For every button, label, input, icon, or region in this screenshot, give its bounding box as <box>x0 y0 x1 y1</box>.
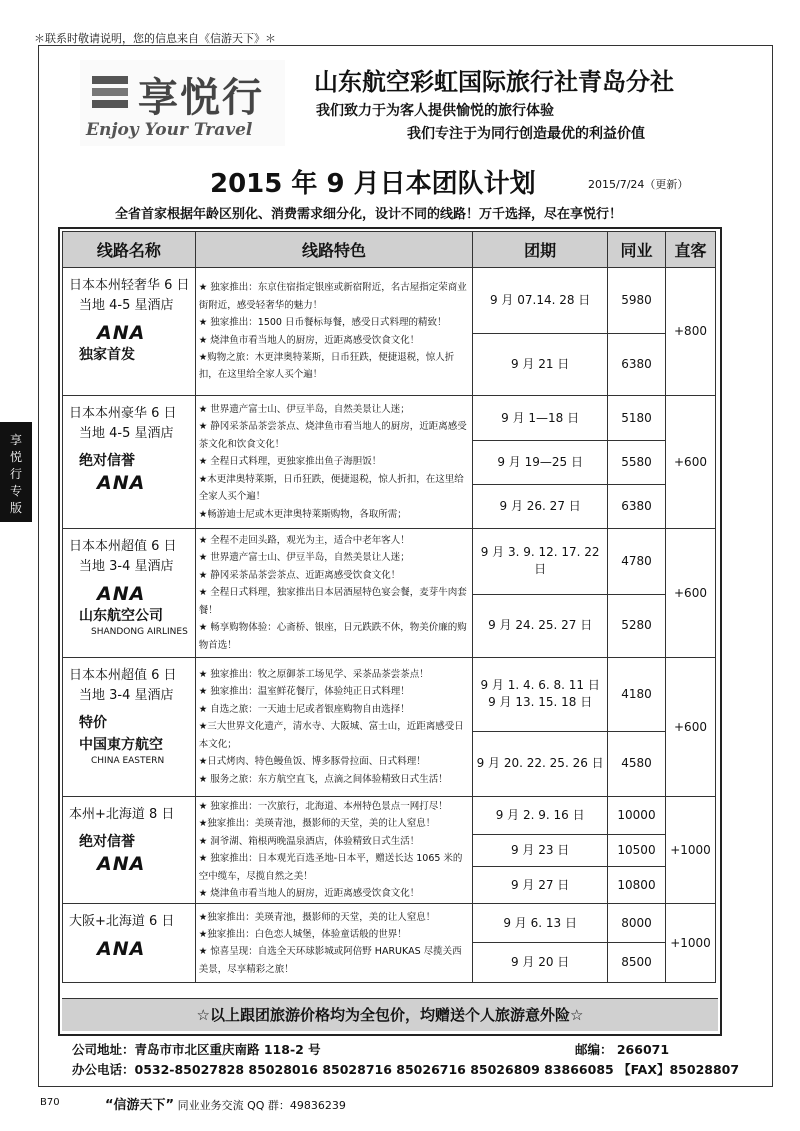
airline-badge: 绝对信誉 <box>79 453 135 469</box>
direct-surcharge: +600 <box>665 529 715 658</box>
route-features <box>195 797 473 904</box>
table-row <box>63 904 716 942</box>
direct-surcharge: +1000 <box>665 904 715 983</box>
departure-period <box>473 268 608 334</box>
intro-text: 全省首家根据年龄区别化、消费需求细分化，设计不同的线路！万千选择，尽在享悦行！ <box>115 207 623 222</box>
header-period: 团期 <box>473 232 608 268</box>
feature-line: ★ 独家推出：一次旅行，北海道、本州特色景点一网打尽！ <box>198 801 448 812</box>
feature-line: ★独家推出：美瑛青池，摄影师的天堂，美的让人窒息！ <box>198 911 436 923</box>
peer-price: 5280 <box>608 594 666 658</box>
airline-badges <box>69 938 191 960</box>
route-title: 本州+北海道 8 日 <box>69 807 175 822</box>
airline-badges <box>69 831 191 875</box>
route-name-cell <box>63 268 196 396</box>
peer-price: 10000 <box>608 797 666 835</box>
period-text: 9 月 20. 22. 25. 26 日 <box>476 756 604 771</box>
header-direct: 直客 <box>665 232 715 268</box>
period-text: 9 月 1. 4. 6. 8. 11 日 <box>480 678 600 693</box>
peer-price: 4180 <box>608 658 666 732</box>
route-name-cell <box>63 529 196 658</box>
header-route: 线路名称 <box>63 232 196 268</box>
route-title: 日本本州超值 6 日 <box>69 539 177 554</box>
logo-subtext: Enjoy Your Travel <box>86 120 253 140</box>
departure-period <box>473 529 608 595</box>
feature-line: ★ 独家推出：东京住宿指定银座或新宿附近，名古屋指定荣商业街附近，感受轻奢华的魅力！ <box>198 282 467 311</box>
feature-line: ★木更津奥特莱斯，日币狂跌，便捷退税，惊人折扣，在这里给全家人买个遍！ <box>198 473 464 503</box>
peer-price: 10800 <box>608 866 666 904</box>
direct-surcharge: +600 <box>665 396 715 529</box>
header-peer: 同业 <box>608 232 666 268</box>
airline-badge: ANA <box>97 472 146 494</box>
feature-line: ★ 畅享购物体验：心斋桥、银座，日元跌跌不休，物美价廉的购物首选！ <box>198 622 467 651</box>
route-name <box>69 537 191 638</box>
footer-note: ☆以上跟团旅游价格均为全包价，均赠送个人旅游意外险☆ <box>62 998 718 1031</box>
logo-text: 享悦行 <box>138 74 264 121</box>
route-features <box>195 529 473 658</box>
departure-period <box>473 658 608 732</box>
route-features <box>195 904 473 983</box>
peer-price: 10500 <box>608 834 666 866</box>
side-tab-char: 专 <box>9 484 22 498</box>
period-text: 9 月 27 日 <box>510 877 570 892</box>
airline-badge: ANA <box>97 938 146 961</box>
period-text: 9 月 2. 9. 16 日 <box>495 807 585 822</box>
route-features <box>195 268 473 396</box>
route-hotel: 当地 3-4 星酒店 <box>79 688 174 703</box>
route-title: 日本本州豪华 6 日 <box>69 406 177 421</box>
side-tab-char: 行 <box>9 467 22 481</box>
direct-surcharge: +800 <box>665 268 715 396</box>
route-title: 日本本州超值 6 日 <box>69 668 177 683</box>
side-tab-char: 悦 <box>9 450 22 464</box>
route-name-cell <box>63 658 196 797</box>
route-name <box>69 404 191 494</box>
departure-period <box>473 866 608 904</box>
table-row <box>63 529 716 595</box>
peer-price: 4780 <box>608 529 666 595</box>
feature-line: ★ 静冈采茶品茶尝茶点、烧津鱼市看当地人的厨房，近距离感受茶文化和饮食文化！ <box>198 421 467 450</box>
peer-price: 4580 <box>608 731 666 796</box>
feature-line: ★独家推出：白色恋人城堡，体验童话般的世界！ <box>198 929 407 941</box>
feature-line: ★ 服务之旅：东方航空直飞，点滴之间体验精致日式生活！ <box>198 773 448 785</box>
feature-line: ★ 独家推出：日本观光百选圣地-日本平，赠送长达 1065 米的空中缆车，尽揽自然之美！ <box>198 853 463 882</box>
route-name <box>69 805 191 875</box>
period-text: 9 月 23 日 <box>510 842 570 857</box>
table-row <box>63 797 716 835</box>
departure-period <box>473 731 608 796</box>
feature-line: ★ 静冈采茶品茶尝茶点、近距离感受饮食文化！ <box>198 569 401 581</box>
route-name <box>69 666 191 767</box>
plan-title: 2015 年 9 月日本团队计划 <box>210 169 536 199</box>
feature-line: ★畅游迪士尼或木更津奥特莱斯购物，各取所需； <box>198 508 407 520</box>
feature-line: ★ 独家推出：温室鲜花餐厅，体验纯正日式料理！ <box>198 686 410 698</box>
feature-line: ★ 自选之旅：一天迪士尼或者银座购物自由选择！ <box>198 703 410 715</box>
direct-surcharge: +1000 <box>665 797 715 904</box>
feature-line: ★三大世界文化遗产，清水寺、大阪城、富士山，近距离感受日本文化； <box>198 721 464 750</box>
period-text: 9 月 20 日 <box>510 955 570 970</box>
route-hotel: 当地 3-4 星酒店 <box>79 559 174 574</box>
airline-badges <box>69 712 191 767</box>
departure-period <box>473 797 608 835</box>
feature-line: ★ 世界遗产富士山、伊豆半岛，自然美景让人迷； <box>198 552 410 564</box>
qq-brand: “信游天下” <box>105 1098 175 1113</box>
slogan-1: 我们致力于为客人提供愉悦的旅行体验 <box>316 103 554 119</box>
airline-badge: SHANDONG AIRLINES <box>91 627 188 637</box>
feature-line: ★购物之旅：木更津奥特莱斯，日币狂跌，便捷退税，惊人折扣，在这里给全家人买个遍！ <box>198 351 455 381</box>
period-text: 9 月 21 日 <box>510 356 570 371</box>
feature-line: ★独家推出：美瑛青池，摄影师的天堂，美的让人窒息！ <box>198 818 436 830</box>
airline-badge: ANA <box>97 853 146 875</box>
airline-badge: 山东航空公司 <box>79 608 163 624</box>
feature-line: ★ 洞爷湖、箱根两晚温泉酒店，体验精致日式生活！ <box>198 835 420 847</box>
peer-price: 5980 <box>608 268 666 334</box>
office-phone: 办公电话：0532-85027828 85028016 85028716 85026716 85026809 83866085 【FAX】85028807 <box>72 1062 740 1077</box>
table-row <box>63 396 716 441</box>
departure-period <box>473 441 608 484</box>
airline-badge: 特价 <box>79 715 107 731</box>
slogan-2: 我们专注于为同行创造最优的利益价值 <box>407 126 645 142</box>
route-name <box>69 276 191 366</box>
departure-period <box>473 942 608 983</box>
side-tab-char: 享 <box>9 433 22 447</box>
feature-line: ★ 惊喜呈现：自选全天环球影城或阿倍野 HARUKAS 尽揽关西美景，尽享精彩之旅！ <box>198 946 462 975</box>
departure-period <box>473 594 608 658</box>
departure-period <box>473 333 608 396</box>
feature-line: ★ 世界遗产富士山、伊豆半岛，自然美景让人迷； <box>198 404 410 416</box>
feature-line: ★ 独家推出：1500 日币餐标每餐，感受日式料理的精致！ <box>198 317 447 329</box>
route-features <box>195 658 473 797</box>
airline-badge: ANA <box>97 583 146 605</box>
airline-badges <box>69 583 191 638</box>
peer-price: 5580 <box>608 441 666 484</box>
route-name <box>69 912 191 960</box>
feature-line: ★ 全程不走回头路，观光为主，适合中老年客人！ <box>198 535 410 547</box>
period-text: 9 月 26. 27 日 <box>499 498 581 513</box>
source-note: ＊联系时敬请说明，您的信息来自《信游天下》＊ <box>34 32 276 45</box>
airline-badge: 独家首发 <box>79 347 135 363</box>
departure-period <box>473 396 608 441</box>
period-text: 9 月 3. 9. 12. 17. 22 日 <box>480 545 600 577</box>
side-tab <box>0 422 32 522</box>
period-text: 9 月 13. 15. 18 日 <box>488 695 593 710</box>
tour-table <box>58 227 722 1036</box>
postcode: 邮编： 266071 <box>575 1042 670 1057</box>
feature-line: ★ 独家推出：牧之原御茶工场见学、采茶品茶尝茶点！ <box>198 669 429 681</box>
peer-price: 8000 <box>608 904 666 942</box>
company-address: 公司地址：青岛市市北区重庆南路 118-2 号 <box>72 1042 321 1057</box>
feature-line: ★ 全程日式料理，独家推出日本居酒屋特色宴会餐，麦芽牛肉套餐！ <box>198 587 467 616</box>
side-tab-char: 版 <box>9 501 22 515</box>
period-text: 9 月 6. 13 日 <box>503 915 577 930</box>
qq-group <box>105 1094 346 1113</box>
route-title: 日本本州轻奢华 6 日 <box>69 278 190 293</box>
table-row <box>63 658 716 732</box>
feature-line: ★ 全程日式料理，更独家推出鱼子海胆饭！ <box>198 456 382 468</box>
peer-price: 6380 <box>608 484 666 528</box>
route-hotel: 当地 4-5 星酒店 <box>79 426 174 441</box>
route-name-cell <box>63 904 196 983</box>
departure-period <box>473 904 608 942</box>
qq-text: 同业业务交流 QQ 群：49836239 <box>177 1099 346 1112</box>
header-features: 线路特色 <box>195 232 473 268</box>
feature-line: ★日式烤肉、特色鳗鱼饭、博多豚骨拉面、日式料理！ <box>198 756 426 768</box>
route-name-cell <box>63 797 196 904</box>
feature-line: ★ 烧津鱼市看当地人的厨房，近距离感受饮食文化！ <box>198 334 420 346</box>
route-features <box>195 396 473 529</box>
airline-badge: CHINA EASTERN <box>91 756 165 766</box>
airline-badge: ANA <box>97 322 146 344</box>
company-logo <box>80 60 285 146</box>
period-text: 9 月 07.14. 28 日 <box>489 292 591 307</box>
peer-price: 6380 <box>608 333 666 396</box>
feature-line: ★ 烧津鱼市看当地人的厨房，近距离感受饮食文化！ <box>198 888 420 900</box>
airline-badge: 绝对信誉 <box>79 834 135 850</box>
company-name: 山东航空彩虹国际旅行社青岛分社 <box>314 68 674 96</box>
direct-surcharge: +600 <box>665 658 715 797</box>
peer-price: 8500 <box>608 942 666 983</box>
route-name-cell <box>63 396 196 529</box>
airline-badge: 中国東方航空 <box>79 737 163 753</box>
peer-price: 5180 <box>608 396 666 441</box>
route-hotel: 当地 4-5 星酒店 <box>79 298 174 313</box>
page-number: B70 <box>40 1097 60 1108</box>
airline-badges <box>69 450 191 494</box>
plan-date: 2015/7/24（更新） <box>588 178 689 191</box>
table-row <box>63 268 716 334</box>
logo-stack-icon <box>88 70 134 114</box>
period-text: 9 月 1—18 日 <box>501 410 580 425</box>
period-text: 9 月 19—25 日 <box>497 454 583 469</box>
airline-badges <box>69 322 191 366</box>
route-title: 大阪+北海道 6 日 <box>69 914 175 930</box>
departure-period <box>473 834 608 866</box>
departure-period <box>473 484 608 528</box>
period-text: 9 月 24. 25. 27 日 <box>488 618 593 633</box>
